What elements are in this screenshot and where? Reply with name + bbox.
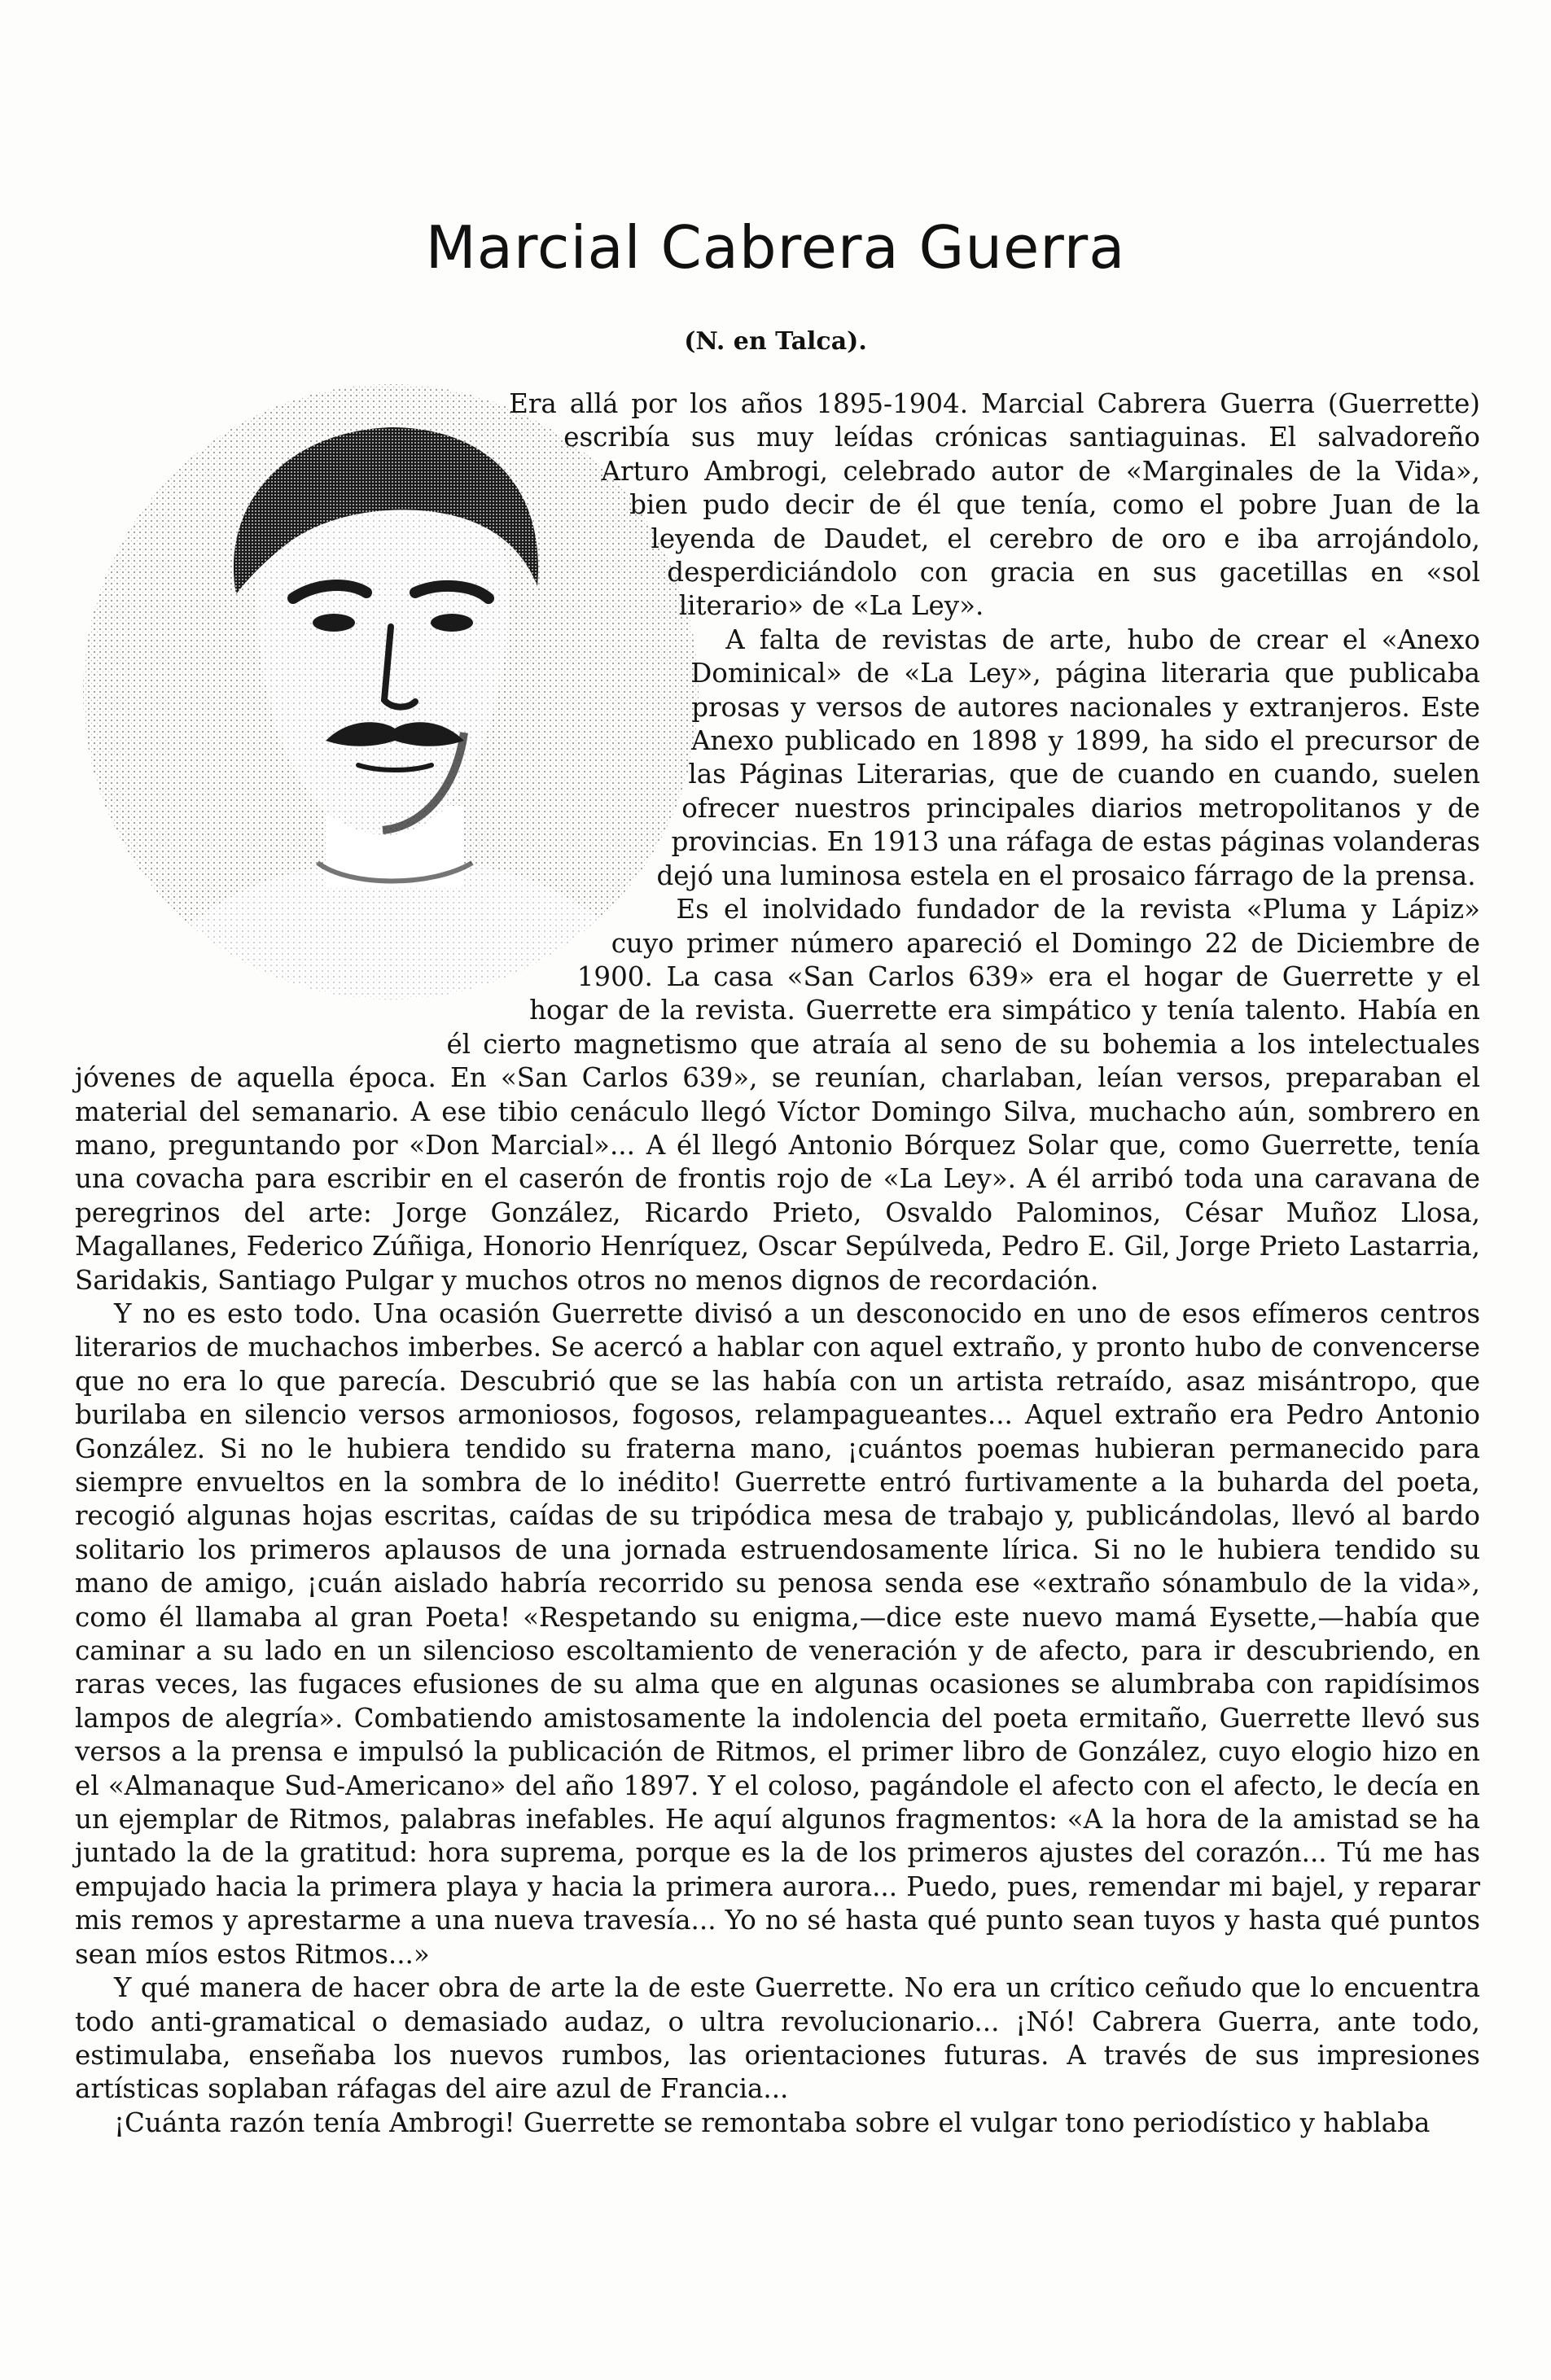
paragraph: A falta de revistas de arte, hubo de crear el «Anexo Dominical» de «La Ley», página literaria que publicaba prosas y versos de autores nacionales y extranjeros. Este Anexo publicado en 1898 y 1899, ha sido el precursor de las Páginas Literarias, que de cuando en cuando, suelen ofrecer nuestros principales diarios metropolitanos y de provincias. En 1913 una ráfaga de estas páginas volanderas dejó una luminosa estela en el prosaico fárrago de la prensa.	[656, 623, 1480, 891]
paragraph: Era allá por los años 1895-1904. Marcial Cabrera Guerra (Guerrette) escribía sus muy leídas crónicas santiaguinas. El salvadoreño Arturo Ambrogi, celebrado autor de «Marginales de la Vida», bien pudo decir de él que tenía, como el pobre Juan de la leyenda de Daudet, el cerebro de oro e iba arrojándolo, desperdiciándolo con gracia en sus gacetillas en «sol literario» de «La Ley».	[509, 388, 1480, 622]
page-title: Marcial Cabrera Guerra	[425, 213, 1126, 282]
paragraph: Y no es esto todo. Una ocasión Guerrette divisó a un desconocido en uno de esos efímeros centros literarios de muchachos imberbes. Se acercó a hablar con aquel extraño, y pronto hubo de convencerse que no era lo que parecía. Descubrió que se las había con un artista retraído, asaz misántropo, que burilaba en silencio versos armoniosos, fogosos, relampagueantes... Aquel extraño era Pedro Antonio González. Si no le hubiera tendido su fraterna mano, ¡cuántos poemas hubieran permanecido para siempre envueltos en la sombra de lo inédito! Guerrette entró furtivamente a la buharda del poeta, recogió algunas hojas escritas, caídas de su tripódica mesa de trabajo y, publicándolas, llevó al bardo solitario los primeros aplausos de una jornada estruendosamente lírica. Si no le hubiera tendido su mano de amigo, ¡cuán aislado habría recorrido su penosa senda ese «extraño sónambulo de la vida», como él llamaba al gran Poeta! «Respetando su enigma,—dice este nuevo mamá Eysette,—había que caminar a su lado en un silencioso escoltamiento de veneración y de afecto, para ir descubriendo, en raras veces, las fugaces efusiones de su alma que en algunas ocasiones se alumbraba con rapidísimos lampos de alegría». Combatiendo amistosamente la indolencia del poeta ermitaño, Guerrette llevó sus versos a la prensa e impulsó la publicación de Ritmos, el primer libro de González, cuyo elogio hizo en el «Almanaque Sud-Americano» del año 1897. Y el coloso, pagándole el afecto con el afecto, le decía en un ejemplar de Ritmos, palabras inefables. He aquí algunos fragmentos: «A la hora de la amistad se ha juntado la de la gratitud: hora suprema, porque es la de los primeros ajustes del corazón... Tú me has empujado hacia la primera playa y hacia la primera aurora... Puedo, pues, remendar mi bajel, y reparar mis remos y aprestarme a una nueva travesía... Yo no sé hasta qué punto sean tuyos y hasta qué puntos sean míos estos Ritmos...»	[75, 1297, 1480, 1970]
birthplace-subtitle: (N. en Talca).	[684, 327, 867, 356]
paragraph: Es el inolvidado fundador de la revista «Pluma y Lápiz» cuyo primer número apareció el Domingo 22 de Diciembre de 1900. La casa «San Carlos 639» era el hogar de Guerrette y el hogar de la revista. Guerrette era simpático y tenía talento. Había en él cierto magnetismo que atraía al seno de su bohemia a los intelectuales jóvenes de aquella época. En «San Carlos 639», se reunían, charlaban, leían versos, preparaban el material del semanario. A ese tibio cenáculo llegó Víctor Domingo Silva, muchacho aún, sombrero en mano, preguntando por «Don Marcial»... A él llegó Antonio Bórquez Solar que, como Guerrette, tenía una covacha para escribir en el caserón de frontis rojo de «La Ley». A él arribó toda una caravana de peregrinos del arte: Jorge González, Ricardo Prieto, Osvaldo Palominos, César Muñoz Llosa, Magallanes, Federico Zúñiga, Honorio Henríquez, Oscar Sepúlveda, Pedro E. Gil, Jorge Prieto Lastarria, Saridakis, Santiago Pulgar y muchos otros no menos dignos de recordación.	[75, 894, 1480, 1296]
paragraph: Y qué manera de hacer obra de arte la de este Guerrette. No era un crítico ceñudo que lo encuentra todo anti-gramatical o demasiado audaz, o ultra revolucionario... ¡Nó! Cabrera Guerra, ante todo, estimulaba, enseñaba los nuevos rumbos, las orientaciones futuras. A través de sus impresiones artísticas soplaban ráfagas del aire azul de Francia...	[75, 1972, 1480, 2105]
paragraph: ¡Cuánta razón tenía Ambrogi! Guerrette se remontaba sobre el vulgar tono periodístico y hablaba	[114, 2107, 1431, 2138]
article-body	[75, 387, 1480, 2140]
